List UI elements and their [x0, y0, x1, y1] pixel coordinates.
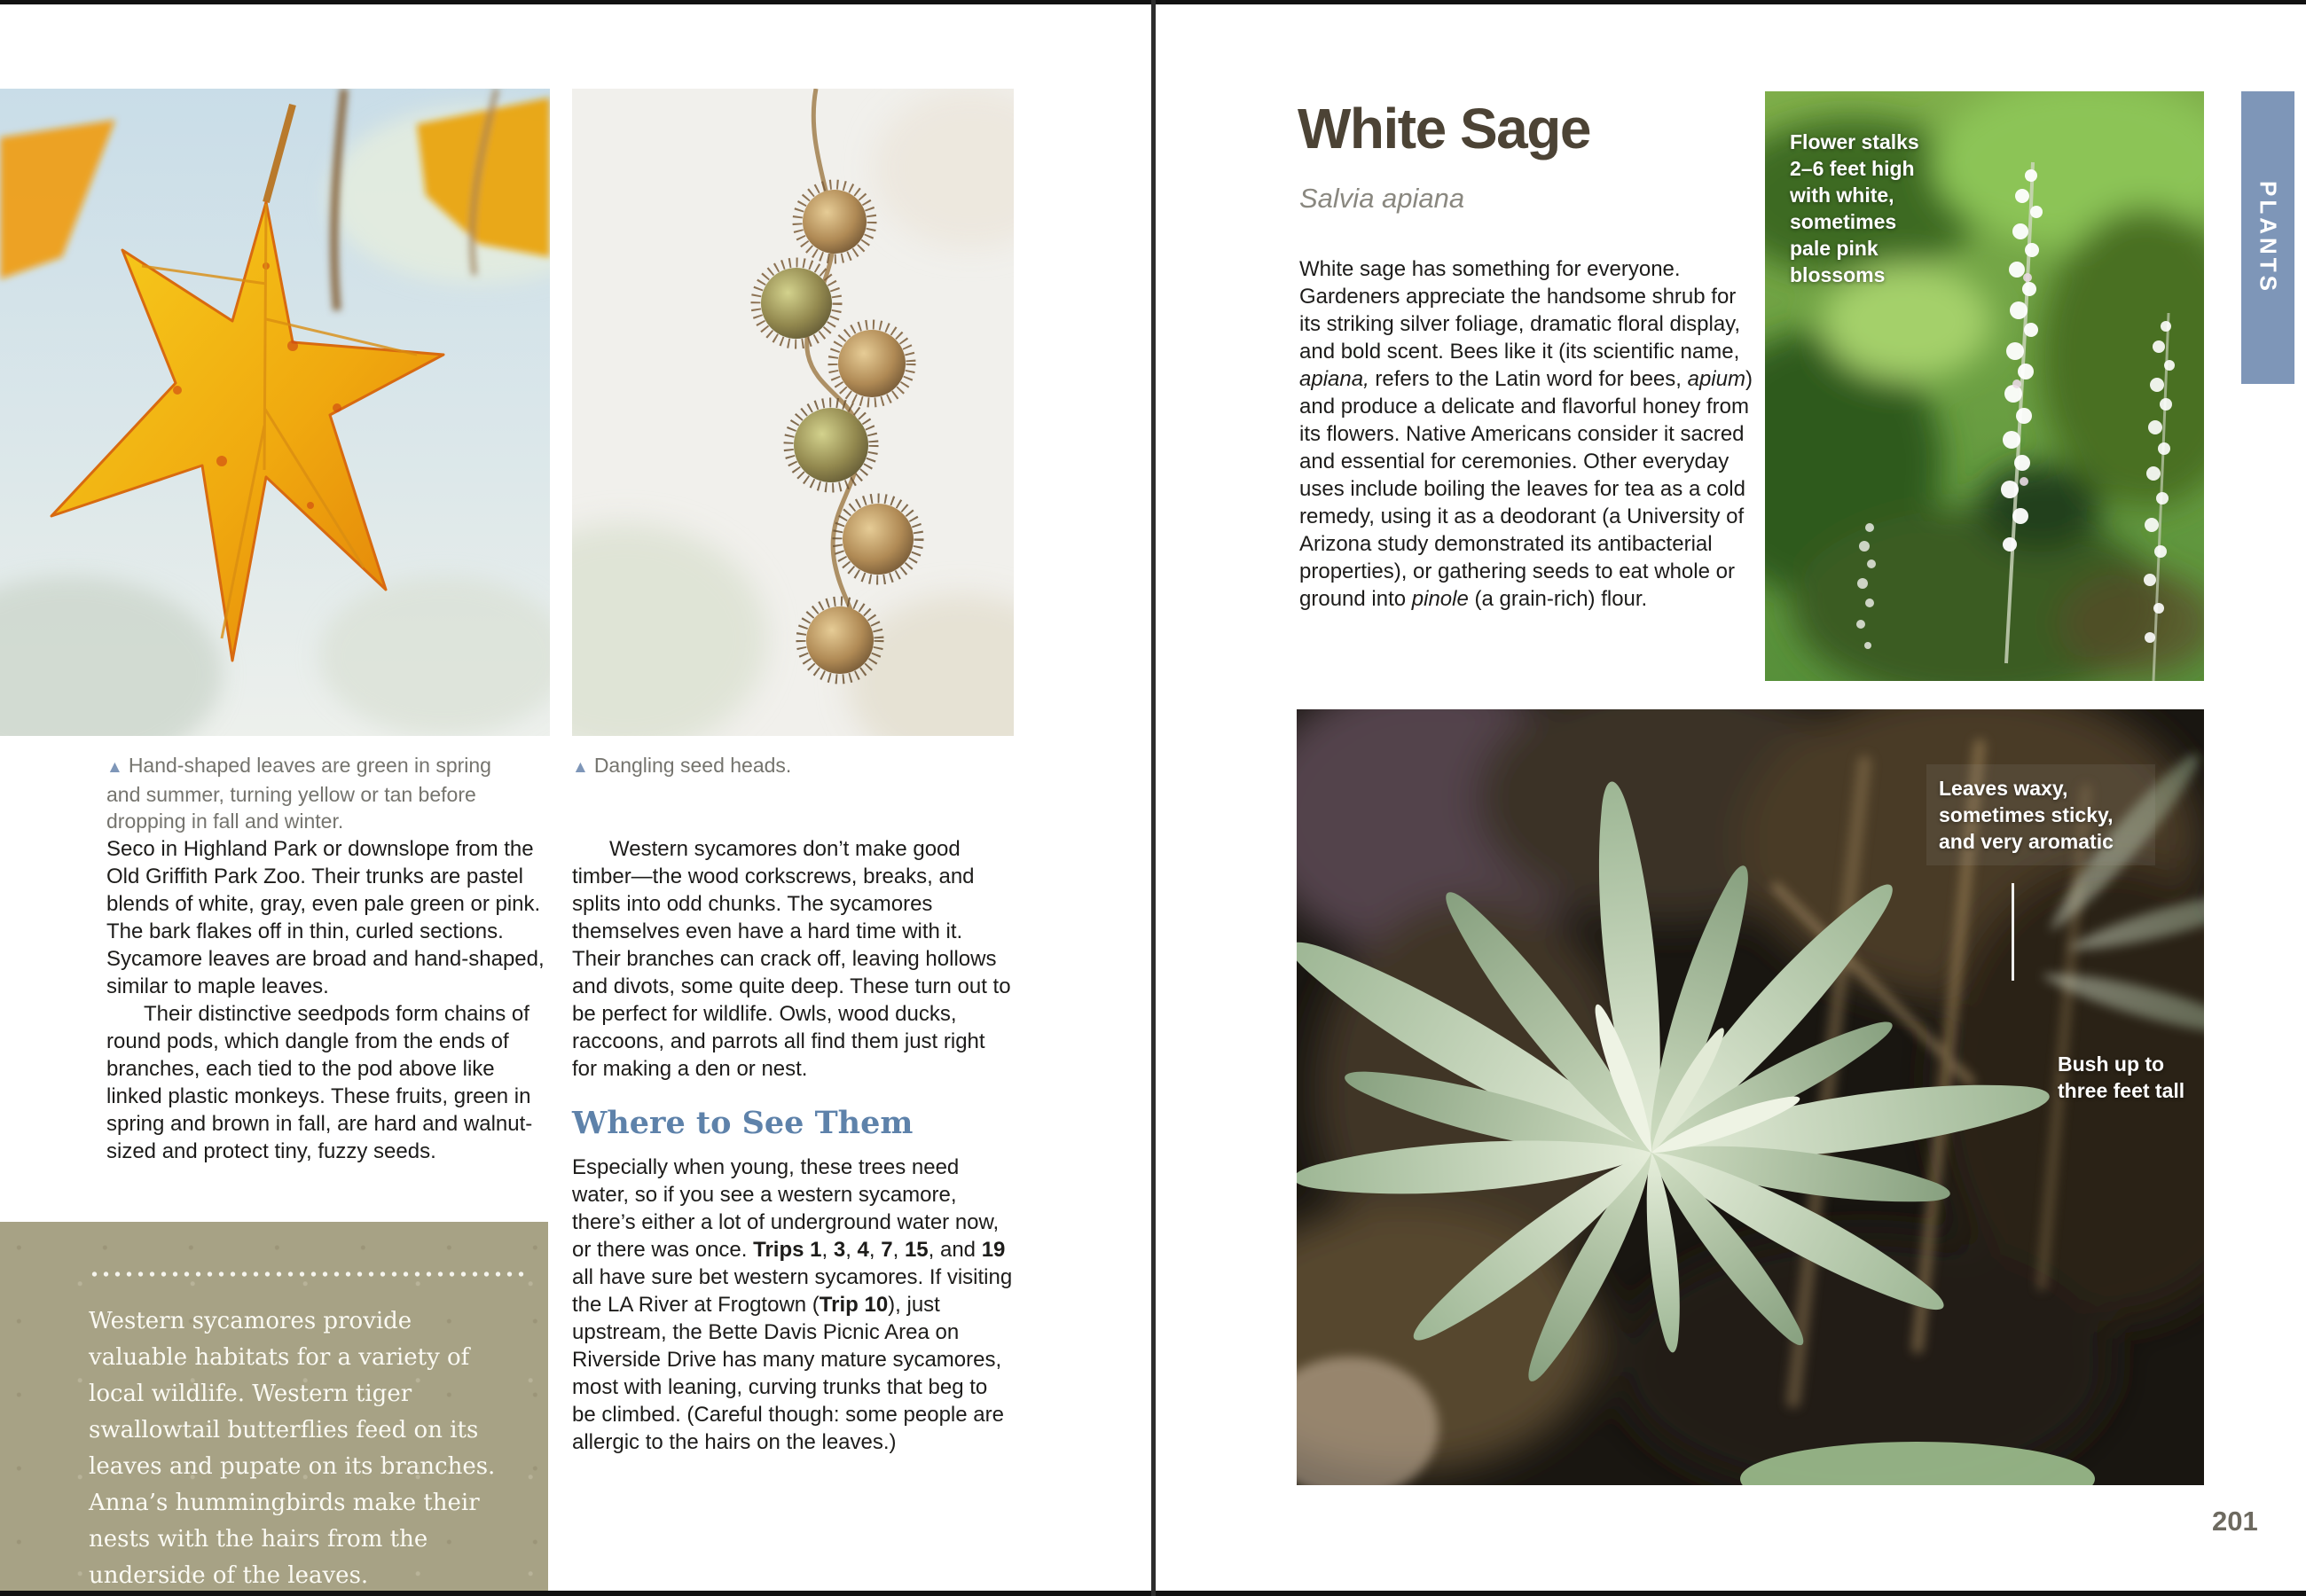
flower-stalks-label: Flower stalks 2–6 feet high with white, sometimes pale pink blossoms — [1790, 130, 1919, 286]
seed-heads-photo — [572, 89, 1014, 736]
white-sage-paragraph: White sage has something for everyone. Gardeners appreciate the handsome shrub for its striking silver foliage, dramatic floral display, and bold scent. Bees like it (its scientific name, apiana, refers to the Latin word for bees, apium) and produce a delicate and flavorful honey from its flowers. Native Americans consider it sacred and essential for ceremonies. Other everyday uses include boiling the leaves for tea as a cold remedy, using it as a deodorant (a University of Arizona study demonstrated its antibacterial properties), or gathering seeds to eat whole or ground into pinole (a grain-rich) flour. — [1299, 257, 1753, 611]
white-sage-bush-photo — [1297, 709, 2204, 1485]
white-sage-body — [1299, 255, 1756, 613]
seed-heads-illustration — [572, 89, 1014, 736]
sidebar-text: Western sycamores provide valuable habitats for a variety of local wildlife. Western tiger swallowtail butterflies feed on its leaves and pupate on its branches. Anna’s hummingbirds make their nests with the hairs from the underside of the leaves. — [89, 1308, 496, 1589]
middle-column-body — [572, 835, 1016, 1456]
flower-stalks-photo — [1765, 91, 2204, 681]
sycamore-leaf-photo — [0, 89, 550, 736]
leaves-waxy-label: Leaves waxy, sometimes sticky, and very aromatic — [1926, 764, 2155, 865]
seed-caption-text: Dangling seed heads. — [593, 754, 792, 777]
scientific-name: Salvia apiana — [1299, 183, 1465, 214]
page-number: 201 — [2212, 1506, 2258, 1537]
page-gutter-divider — [1151, 0, 1156, 1596]
dotted-separator — [89, 1271, 525, 1278]
left-column-body — [106, 835, 552, 1165]
col2-paragraph-2: Especially when young, these trees need water, so if you see a western sycamore, there’s either a lot of underground water now, or there was once. Trips 1, 3, 4, 7, 15, and 19 all have sure bet western sycamores. If visiting the LA River at Frogtown (Trip 10), just upstream, the Bette Davis Picnic Area on Riverside Drive has many mature sycamores, most with leaning, curving trunks that beg to be climbed. (Careful though: some people are allergic to the hairs on the leaves.) — [572, 1155, 1013, 1454]
sycamore-leaf-illustration — [0, 89, 550, 736]
caption-triangle-icon: ▲ — [106, 758, 123, 777]
col2-paragraph-1: Western sycamores don’t make good timber—the wood corkscrews, breaks, and splits into odd chunks. The sycamores themselves even have a hard time with it. Their branches can crack off, leaving hollows and divots, some quite deep. These turn out to be perfect for wildlife. Owls, wood ducks, raccoons, and parrots all find them just right for making a den or nest. — [572, 837, 1011, 1081]
seed-photo-caption — [572, 752, 989, 781]
leaf-caption-text: Hand-shaped leaves are green in spring and summer, turning yellow or tan before dropping in fall and winter. — [106, 754, 491, 833]
caption-triangle-icon: ▲ — [572, 758, 589, 777]
where-to-see-them-heading: Where to See Them — [572, 1105, 914, 1141]
leaf-photo-caption — [106, 752, 507, 834]
plants-tab-label: PLANTS — [2255, 181, 2282, 294]
plants-section-tab — [2241, 91, 2294, 384]
col1-paragraph-2: Their distinctive seedpods form chains of round pods, which dangle from the ends of branches, each tied to the pod above like linked plastic monkeys. These fruits, green in spring and brown in fall, are hard and walnut-sized and protect tiny, fuzzy seeds. — [106, 1002, 533, 1163]
page-title: White Sage — [1298, 97, 1590, 160]
label-pointer-line — [2012, 883, 2014, 981]
wildlife-sidebar-box — [0, 1222, 548, 1591]
bush-height-label: Bush up to three feet tall — [2058, 1052, 2185, 1102]
col1-paragraph-1: Seco in Highland Park or downslope from the Old Griffith Park Zoo. Their trunks are pastel blends of white, gray, even pale green or pink. The bark flakes off in thin, curled sections. Sycamore leaves are broad and hand-shaped, similar to maple leaves. — [106, 837, 545, 998]
